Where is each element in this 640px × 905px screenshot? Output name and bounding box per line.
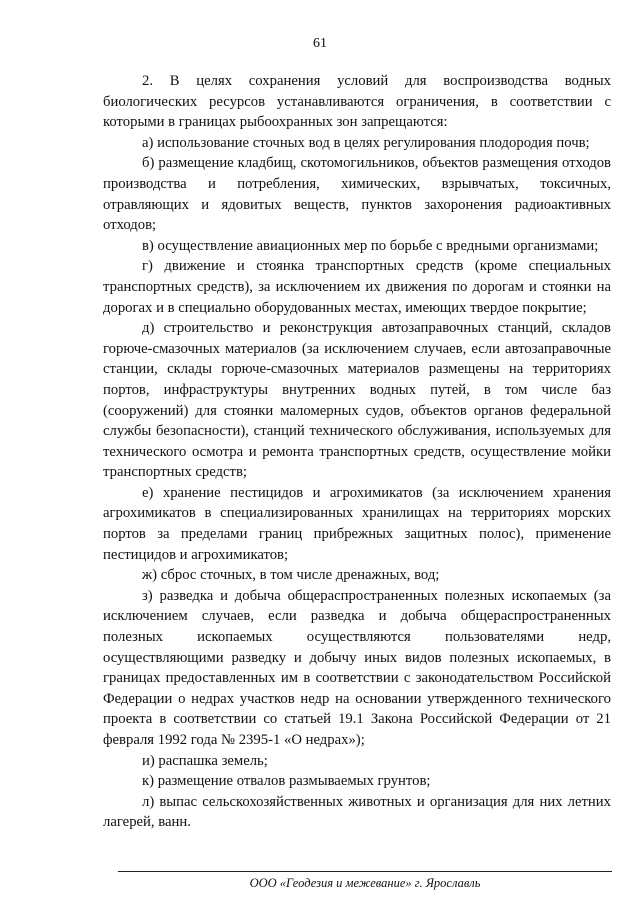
paragraph-item-k: к) размещение отвалов размываемых грунтов; xyxy=(142,773,431,790)
paragraph-item-a: а) использование сточных вод в целях регулирования плодородия почв; xyxy=(142,134,590,151)
paragraph-intro: 2. В целях сохранения условий для воспроизводства водных биологических ресурсов устанавливаются ограничения, в соответствии с которыми в границах рыбоохранных зон запрещаются: xyxy=(103,73,611,131)
paragraph-item-e: е) хранение пестицидов и агрохимикатов (за исключением хранения агрохимикатов в специализированных хранилищах на территориях морских портов за пределами границ прибрежных защитных полос), применение пестицидов и агрохимикатов; xyxy=(103,484,611,563)
paragraph-item-i: и) распашка земель; xyxy=(142,752,268,769)
paragraph-item-zh: ж) сброс сточных, в том числе дренажных, вод; xyxy=(142,567,440,584)
paragraph-item-b: б) размещение кладбищ, скотомогильников, объектов размещения отходов производства и потребления, химических, взрывчатых, токсичных, отравляющих и ядовитых веществ, пунктов захоронения радиоактивных отходов; xyxy=(103,155,611,234)
paragraph-item-v: в) осуществление авиационных мер по борьбе с вредными организмами; xyxy=(142,237,599,254)
paragraph-item-d: д) строительство и реконструкция автозаправочных станций, складов горюче-смазочных материалов (за исключением случаев, если автозаправочные станции, склады горюче-смазочных материалов размещены на территориях портов, инфраструктуры внутренних водных путей, в том числе баз (сооружений) для стоянки маломерных судов, объектов органов федеральной службы безопасности), станций технического обслуживания, используемых для технического осмотра и ремонта транспортных средств, осуществление мойки транспортных средств; xyxy=(103,320,611,481)
footer-text: ООО «Геодезия и межевание» г. Ярославль xyxy=(249,876,481,890)
paragraph-item-g: г) движение и стоянка транспортных средств (кроме специальных транспортных средств), за исключением их движения по дорогам и стоянки на дорогах и в специально оборудованных местах, имеющих твердое покрытие; xyxy=(103,258,611,316)
paragraph-item-z: з) разведка и добыча общераспространенных полезных ископаемых (за исключением случаев, если разведка и добыча общераспространенных полезных ископаемых осуществляются пользователями недр, осуществляющими разведку и добычу иных видов полезных ископаемых, в границах предоставленных им в соответствии с законодательством Российской Федерации о недрах участков недр на основании утвержденного технического проекта в соответствии со статьей 19.1 Закона Российской Федерации от 21 февраля 1992 года № 2395-1 «О недрах»); xyxy=(103,587,611,748)
page-number: 61 xyxy=(313,36,327,51)
footer-divider xyxy=(118,871,612,872)
paragraph-item-l: л) выпас сельскохозяйственных животных и организация для них летних лагерей, ванн. xyxy=(103,793,611,831)
document-body xyxy=(103,71,611,833)
